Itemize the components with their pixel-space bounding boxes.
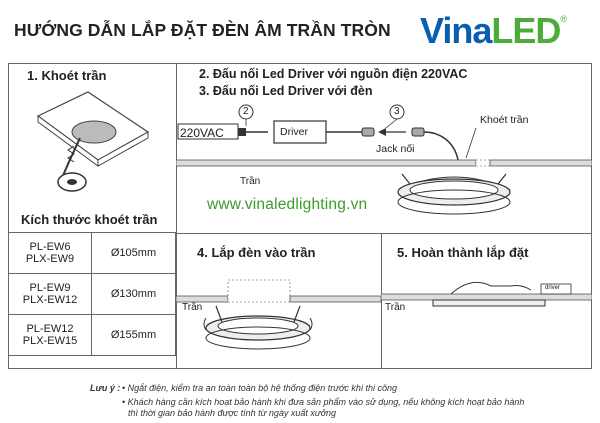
ceiling-cutout-illustration xyxy=(28,86,158,202)
step4-heading: 4. Lắp đèn vào trần xyxy=(197,245,316,260)
note-line-2: • Khách hàng cần kích hoạt bảo hành khi đưa sản phẩm vào sử dụng, nếu không kích hoạt bảo hành xyxy=(122,397,525,407)
logo-registered: ® xyxy=(560,14,568,24)
step2-heading: 2. Đấu nối Led Driver với nguồn điện 220VAC xyxy=(199,67,468,81)
size-cell: Ø105mm xyxy=(92,233,176,274)
model-cell: PL-EW12 PLX-EW15 xyxy=(9,315,92,356)
label-driver: Driver xyxy=(280,126,308,138)
cutout-size-heading: Kích thước khoét trần xyxy=(21,212,158,227)
cutout-size-table xyxy=(8,232,176,356)
note-line-3: thì thời gian bảo hành được tính từ ngày xuất xưởng xyxy=(128,408,337,418)
page-title: HƯỚNG DẪN LẮP ĐẶT ĐÈN ÂM TRẦN TRÒN xyxy=(14,20,391,40)
label-ceiling-step2: Trần xyxy=(240,176,261,187)
label-jack: Jack nối xyxy=(376,143,415,155)
note-line-1: • Ngắt điện, kiểm tra an toàn toàn bộ hệ thống điện trước khi thi công xyxy=(122,383,397,393)
label-ceiling-step4: Trần xyxy=(182,302,203,313)
install-lamp-illustration xyxy=(176,270,381,369)
label-cutout: Khoét trần xyxy=(480,114,529,126)
label-driver-step5: driver xyxy=(545,285,561,291)
label-ceiling-step5: Trần xyxy=(385,302,406,313)
step3-heading: 3. Đấu nối Led Driver với đèn xyxy=(199,84,373,98)
model-cell: PL-EW9 PLX-EW12 xyxy=(9,274,92,315)
notes-label: Lưu ý : xyxy=(90,383,121,393)
size-cell: Ø130mm xyxy=(92,274,176,315)
table-row xyxy=(9,274,176,315)
circle-number-2: 2 xyxy=(243,106,249,117)
divider-middle xyxy=(176,233,592,234)
size-cell: Ø155mm xyxy=(92,315,176,356)
model-cell: PL-EW6 PLX-EW9 xyxy=(9,233,92,274)
table-row xyxy=(9,233,176,274)
step1-heading: 1. Khoét trần xyxy=(27,68,107,83)
logo-vina: Vina xyxy=(420,10,492,51)
vinaled-logo xyxy=(420,10,567,50)
table-row xyxy=(9,315,176,356)
finished-install-illustration xyxy=(381,266,592,326)
circle-number-3: 3 xyxy=(394,106,400,117)
logo-led: LED xyxy=(491,10,561,51)
website-watermark: www.vinaledlighting.vn xyxy=(207,196,368,213)
label-220vac: 220VAC xyxy=(180,126,224,140)
step5-heading: 5. Hoàn thành lắp đặt xyxy=(397,245,529,260)
